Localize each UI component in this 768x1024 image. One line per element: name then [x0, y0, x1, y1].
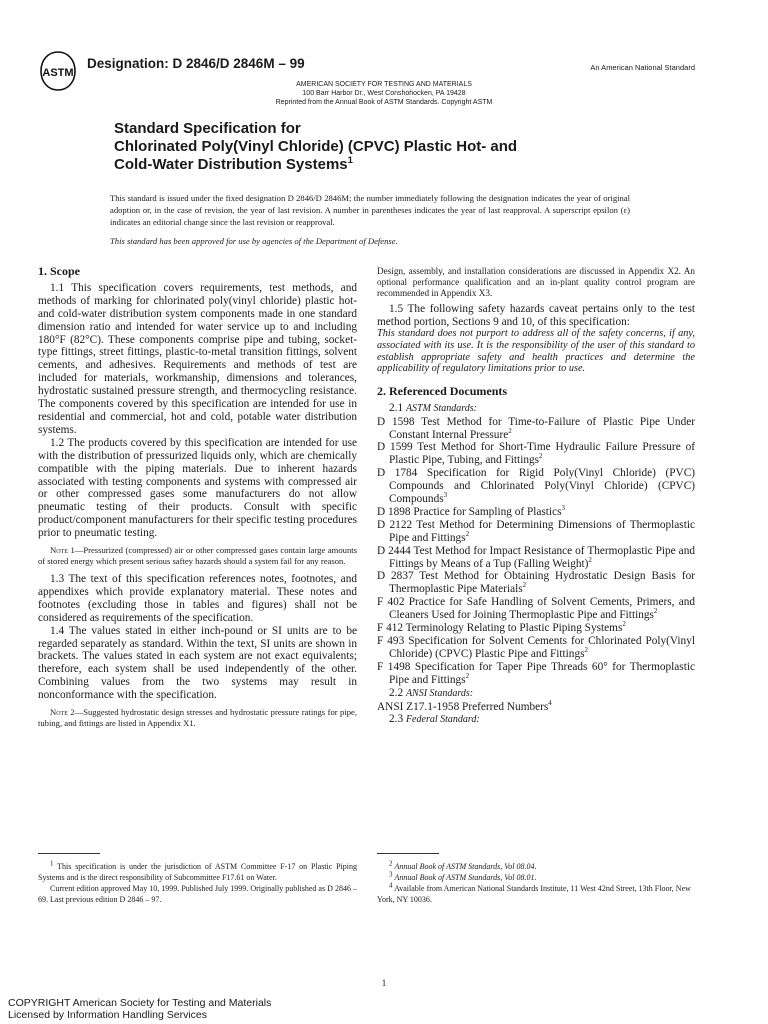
title-line-2: Chlorinated Poly(Vinyl Chloride) (CPVC) Plastic Hot- and: [114, 138, 518, 155]
designation: Designation: D 2846/D 2846M – 99: [87, 56, 305, 71]
reference-text: D 1599 Test Method for Short-Time Hydraulic Failure Pressure of Plastic Pipe, Tubing, and Fittings: [377, 441, 695, 467]
copyright-line-1: COPYRIGHT American Society for Testing and Materials: [8, 997, 272, 1009]
reference-text: D 1784 Specification for Rigid Poly(Vinyl Chloride) (PVC) Compounds and Chlorinated Poly(Vinyl Chloride) (CPVC) Compounds: [377, 467, 695, 506]
dod-approval-statement: This standard has been approved for use by agencies of the Department of Defense.: [110, 236, 398, 246]
paragraph-1-5: 1.5 The following safety hazards caveat pertains only to the test method portion, Sections 9 and 10, of this specification:: [377, 302, 695, 328]
paragraph-1-2: 1.2 The products covered by this specification are intended for use with the distribution of pressurized liquids only, which are chemically compatible with the piping materials. Due to inherent hazards associated with testing components and systems with compressed air or other compressed gases some manufacturers do not allow pneumatic testing of their products. Consult with specific product/component manufacturers for their specific testing procedures prior to pneumatic testing.: [38, 436, 357, 540]
reference-text: F 493 Specification for Solvent Cements for Chlorinated Poly(Vinyl Chloride) (CPVC) Plastic Pipe and Fittings: [377, 635, 695, 660]
footnote-3: [377, 872, 695, 883]
footnotes-left: [38, 861, 357, 905]
publisher-name: AMERICAN SOCIETY FOR TESTING AND MATERIALS: [296, 81, 472, 88]
reference-item: [377, 441, 695, 467]
ansi-reference: [377, 698, 695, 714]
page-number: 1: [381, 978, 387, 988]
reference-footnote-mark: 2: [465, 530, 470, 538]
paragraph-1-3: 1.3 The text of this specification references notes, footnotes, and appendixes which provide explanatory material. These notes and footnotes (excluding those in tables and figures) shall not be considered as requirements of the specification.: [38, 573, 357, 624]
reference-item: [377, 661, 695, 687]
footnote-1-text: This specification is under the jurisdiction of ASTM Committee F-17 on Plastic Piping Systems and is the direct responsibility of Subcommittee F17.61 on Water.: [38, 862, 358, 882]
footnote-2-text: Annual Book of ASTM Standards, Vol 08.04.: [394, 862, 537, 871]
reference-item: [377, 635, 695, 661]
reference-text: D 2122 Test Method for Determining Dimensions of Thermoplastic Pipe and Fittings: [377, 518, 695, 544]
footnote-3-text: Annual Book of ASTM Standards, Vol 08.01.: [394, 873, 537, 882]
footnote-4: [377, 883, 695, 905]
note-1-text: —Pressurized (compressed) air or other compressed gases contain large amounts of stored energy which present serious saftey hazards should a system fail for any reason.: [38, 545, 357, 567]
reference-item: [377, 467, 695, 506]
subsection-2-1: [377, 402, 695, 416]
footnote-rule-left: [38, 853, 100, 854]
footnote-4-mark: 4: [389, 881, 393, 890]
astm-logo-text: ASTM: [42, 67, 74, 79]
document-title: [114, 120, 634, 174]
reference-text: D 2444 Test Method for Impact Resistance of Thermoplastic Pipe and Fittings by Means of a Tup (Falling Weight): [377, 544, 695, 570]
reference-footnote-mark: 2: [465, 671, 470, 680]
paragraph-1-4: 1.4 The values stated in either inch-pound or SI units are to be regarded separately as standard. Within the text, SI units are shown in brackets. The values stated in each system are not exact equivalents; therefore, each system shall be used independently of the other. Combining values from the two systems may result in nonconformance with the specification.: [38, 624, 357, 702]
subsection-2-2: [377, 687, 695, 701]
footnote-2: [377, 861, 695, 872]
subsection-2-3: [377, 713, 695, 727]
footnotes-right: [377, 861, 695, 905]
safety-caveat: This standard does not purport to address all of the safety concerns, if any, associated with its use. It is the responsibility of the user of this standard to establish appropriate safety and health practices and determine the applicability of regulatory limitations prior to use.: [377, 328, 695, 375]
footnote-4-text: Available from American National Standards Institute, 11 West 42nd Street, 13th Floor, New York, NY 10036.: [377, 884, 691, 904]
footnote-3-mark: 3: [389, 870, 393, 879]
reference-text: D 1598 Test Method for Time-to-Failure of Plastic Pipe Under Constant Internal Pressure: [377, 415, 695, 441]
footnote-2-mark: 2: [389, 859, 393, 868]
note-1-label: Note 1: [50, 545, 75, 556]
note-2-label: Note 2: [50, 707, 75, 718]
reference-item: [377, 622, 695, 635]
astm-reference-list: [377, 416, 695, 687]
footnote-1-edition: Current edition approved May 10, 1999. Published July 1999. Originally published as D 2846 – 69. Last previous edition D 2846 – 97.: [38, 884, 357, 904]
subsection-2-3-number: 2.3: [389, 713, 404, 726]
reference-text: D 2837 Test Method for Obtaining Hydrostatic Design Basis for Thermoplastic Pipe Materials: [377, 570, 695, 596]
reference-item: [377, 506, 695, 519]
reference-footnote-mark: 2: [653, 607, 658, 616]
issuance-statement: This standard is issued under the fixed designation D 2846/D 2846M; the number immediately following the designation indicates the year of original adoption or, in the case of revision, the year of last revision. A number in parentheses indicates the year of last reapproval. A superscript epsilon (ε) indicates an editorial change since the last revision or reapproval.: [110, 193, 630, 227]
reference-footnote-mark: 2: [622, 620, 626, 629]
publisher-address: 100 Barr Harbor Dr., West Conshohocken, PA 19428: [302, 90, 466, 97]
subsection-2-2-number: 2.2: [389, 686, 404, 699]
copyright-line-2: Licensed by Information Handling Services: [8, 1008, 208, 1021]
reference-footnote-mark: 2: [584, 646, 589, 655]
reference-item: [377, 570, 695, 596]
ansi-reference-text: ANSI Z17.1-1958 Preferred Numbers: [377, 700, 549, 713]
reprint-notice: Reprinted from the Annual Book of ASTM Standards. Copyright ASTM: [275, 99, 493, 106]
national-standard-label: An American National Standard: [590, 63, 695, 72]
paragraph-1-1: 1.1 This specification covers requirements, test methods, and methods of marking for chlorinated poly(vinyl chloride) plastic hot- and cold-water distribution system components made in one standard dimension ratio and intended for water service up to and including 180°F (82°C). These components comprise pipe and tubing, socket-type fittings, street fittings, plastic-to-metal transition fittings, solvent cements, and adhesives. Requirements and methods of test are included for materials, workmanship, dimensions and tolerances, hydrostatic sustained pressure strength, and thermocycling resistance. The components covered by this specification are intended for use in residential and commercial, hot and cold, potable water distribution systems.: [38, 281, 357, 436]
note-2: [38, 707, 357, 729]
reference-footnote-mark: 2: [588, 555, 592, 564]
copyright-notice: [8, 998, 271, 1021]
footnote-1-mark: 1: [50, 859, 54, 868]
left-column: [38, 265, 357, 735]
reference-footnote-mark: 3: [561, 504, 565, 513]
reference-text: F 412 Terminology Relating to Plastic Piping Systems: [377, 622, 623, 635]
scope-continuation: Design, assembly, and installation considerations are discussed in Appendix X2. An optional performance qualification and an in-plant quality control program are recommended in Appendix X3.: [377, 266, 695, 299]
reference-item: [377, 545, 695, 571]
footnote-rule-right: [377, 853, 439, 854]
section-heading-referenced-documents: 2. Referenced Documents: [377, 383, 508, 398]
reference-footnote-mark: 2: [522, 581, 527, 590]
note-2-text: —Suggested hydrostatic design stresses and hydrostatic pressure ratings for pipe, tubing, and fittings are listed in Appendix X1.: [38, 707, 357, 729]
reference-footnote-mark: 2: [539, 452, 543, 461]
note-1: [38, 545, 357, 567]
reference-footnote-mark: 2: [508, 426, 512, 435]
subsection-2-1-label: ASTM Standards:: [405, 402, 477, 414]
reference-text: F 1498 Specification for Taper Pipe Threads 60° for Thermoplastic Pipe and Fittings: [377, 660, 695, 686]
title-line-1: Standard Specification for: [114, 120, 301, 137]
section-heading-scope: 1. Scope: [38, 264, 80, 278]
reference-item: [377, 596, 695, 622]
footnote-1: [38, 861, 357, 883]
subsection-2-3-label: Federal Standard:: [405, 714, 480, 726]
reference-item: [377, 519, 695, 545]
title-footnote-mark: 1: [347, 155, 353, 166]
ansi-footnote-mark: 4: [548, 698, 552, 707]
subsection-2-2-label: ANSI Standards:: [405, 687, 474, 699]
right-column: [377, 266, 695, 727]
subsection-2-1-number: 2.1: [389, 401, 404, 414]
reference-item: [377, 416, 695, 442]
reference-text: F 402 Practice for Safe Handling of Solvent Cements, Primers, and Cleaners Used for Joining Thermoplastic Pipe and Fittings: [377, 596, 695, 622]
reference-text: D 1898 Practice for Sampling of Plastics: [377, 505, 562, 518]
reference-footnote-mark: 3: [443, 491, 448, 500]
title-line-3: Cold-Water Distribution Systems: [114, 156, 348, 173]
